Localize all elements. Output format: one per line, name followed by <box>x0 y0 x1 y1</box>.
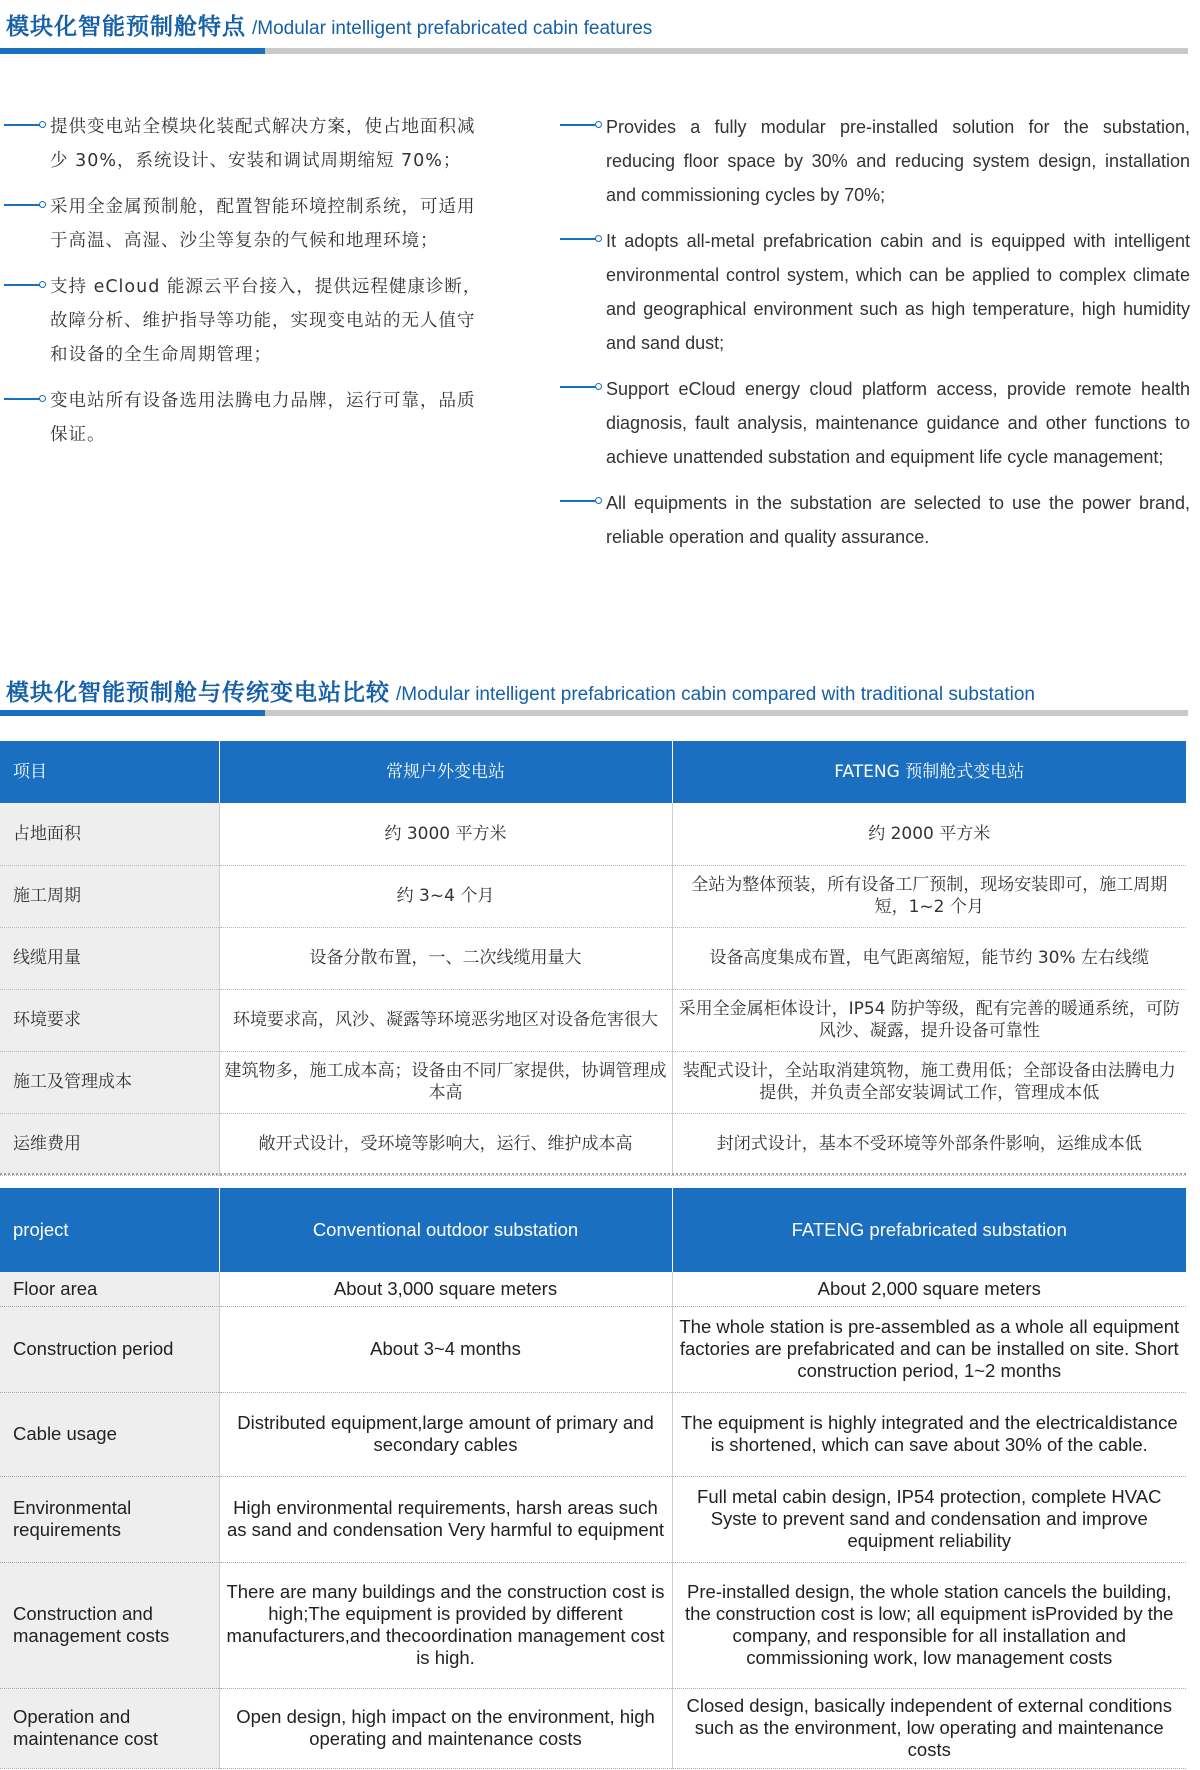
row-label: Construction and management costs <box>0 1562 219 1688</box>
table-cell: Open design, high impact on the environment, high operating and maintenance costs <box>219 1688 672 1768</box>
table-row <box>0 1392 1186 1476</box>
table-cell: High environmental requirements, harsh areas such as sand and condensation Very harmful to equipment <box>219 1476 672 1562</box>
table-cell: 约 3000 平方米 <box>219 803 672 865</box>
comparison-section-header <box>0 674 1190 724</box>
table-cell: 采用全金属柜体设计，IP54 防护等级，配有完善的暖通系统，可防风沙、凝露，提升设备可靠性 <box>672 989 1186 1051</box>
table-cell: 设备高度集成布置，电气距离缩短，能节约 30% 左右线缆 <box>672 927 1186 989</box>
list-item: 支持 eCloud 能源云平台接入，提供远程健康诊断，故障分析、维护指导等功能，实现变电站的无人值守和设备的全生命周期管理； <box>0 270 485 372</box>
list-item: 采用全金属预制舱，配置智能环境控制系统，可适用于高温、高湿、沙尘等复杂的气候和地理环境； <box>0 190 485 258</box>
table-cell: Closed design, basically independent of external conditions such as the environment, low operating and maintenance costs <box>672 1688 1186 1768</box>
column-header: Conventional outdoor substation <box>219 1188 672 1272</box>
table-row <box>0 1476 1186 1562</box>
table-row <box>0 1113 1186 1175</box>
column-header: 常规户外变电站 <box>219 741 672 803</box>
table-row <box>0 865 1186 927</box>
table-cell: 约 2000 平方米 <box>672 803 1186 865</box>
list-item: It adopts all-metal prefabrication cabin and is equipped with intelligent environmental control system, which can be applied to complex climate and geographical environment such as high temperature, high humidity and sand dust; <box>558 224 1190 360</box>
comparison-title-zh: 模块化智能预制舱与传统变电站比较 <box>6 680 390 706</box>
table-cell: About 3,000 square meters <box>219 1272 672 1306</box>
row-label: 施工及管理成本 <box>0 1051 219 1113</box>
table-cell: 装配式设计，全站取消建筑物，施工费用低；全部设备由法腾电力提供，并负责全部安装调试工作，管理成本低 <box>672 1051 1186 1113</box>
column-header: FATENG prefabricated substation <box>672 1188 1186 1272</box>
table-header-row <box>0 741 1186 803</box>
comparison-title-underline <box>0 710 1188 716</box>
table-row <box>0 1051 1186 1113</box>
table-cell: The equipment is highly integrated and the electricaldistance is shortened, which can save about 30% of the cable. <box>672 1392 1186 1476</box>
list-item: 提供变电站全模块化装配式解决方案，使占地面积减少 30%，系统设计、安装和调试周期缩短 70%； <box>0 110 485 178</box>
column-header: FATENG 预制舱式变电站 <box>672 741 1186 803</box>
table-cell: 约 3~4 个月 <box>219 865 672 927</box>
row-label: 线缆用量 <box>0 927 219 989</box>
list-item: All equipments in the substation are selected to use the power brand, reliable operation and quality assurance. <box>558 486 1190 554</box>
row-label: Operation and maintenance cost <box>0 1688 219 1768</box>
table-cell: About 2,000 square meters <box>672 1272 1186 1306</box>
features-list-zh <box>0 110 485 464</box>
bullet-marker-icon <box>560 238 596 240</box>
row-label: 施工周期 <box>0 865 219 927</box>
table-cell: There are many buildings and the construction cost is high;The equipment is provided by different manufacturers,and thecoordination management cost is high. <box>219 1562 672 1688</box>
table-cell: 全站为整体预装，所有设备工厂预制，现场安装即可，施工周期短，1~2 个月 <box>672 865 1186 927</box>
table-cell: 环境要求高，风沙、凝露等环境恶劣地区对设备危害很大 <box>219 989 672 1051</box>
row-label: 运维费用 <box>0 1113 219 1175</box>
comparison-title <box>6 674 1035 707</box>
table-row <box>0 1688 1186 1768</box>
bullet-marker-icon <box>4 284 40 286</box>
table-header-row <box>0 1188 1186 1272</box>
table-cell: The whole station is pre-assembled as a whole all equipment factories are prefabricated and can be installed on site. Short construction period, 1~2 months <box>672 1306 1186 1392</box>
features-title-underline <box>0 48 1188 54</box>
list-item: Provides a fully modular pre-installed solution for the substation, reducing floor space by 30% and reducing system design, installation and commissioning cycles by 70%; <box>558 110 1190 212</box>
comparison-table-en <box>0 1188 1186 1769</box>
list-item: 变电站所有设备选用法腾电力品牌，运行可靠，品质保证。 <box>0 384 485 452</box>
row-label: Construction period <box>0 1306 219 1392</box>
list-item: Support eCloud energy cloud platform access, provide remote health diagnosis, fault analysis, maintenance guidance and other functions to achieve unattended substation and equipment life cycle management; <box>558 372 1190 474</box>
table-cell: 敞开式设计，受环境等影响大，运行、维护成本高 <box>219 1113 672 1175</box>
features-list-en <box>558 110 1190 566</box>
features-title-en: /Modular intelligent prefabricated cabin features <box>252 18 653 39</box>
bullet-marker-icon <box>4 398 40 400</box>
bullet-marker-icon <box>560 386 596 388</box>
table-row <box>0 1272 1186 1306</box>
table-divider <box>0 1173 1186 1175</box>
bullet-marker-icon <box>4 124 40 126</box>
table-row <box>0 1562 1186 1688</box>
row-label: Cable usage <box>0 1392 219 1476</box>
table-row <box>0 927 1186 989</box>
table-cell: 建筑物多，施工成本高；设备由不同厂家提供，协调管理成本高 <box>219 1051 672 1113</box>
column-header: project <box>0 1188 219 1272</box>
row-label: 占地面积 <box>0 803 219 865</box>
table-cell: About 3~4 months <box>219 1306 672 1392</box>
bullet-marker-icon <box>4 204 40 206</box>
table-row <box>0 1306 1186 1392</box>
table-cell: Distributed equipment,large amount of primary and secondary cables <box>219 1392 672 1476</box>
bullet-marker-icon <box>560 124 596 126</box>
features-title <box>6 8 652 41</box>
table-cell: Full metal cabin design, IP54 protection, complete HVAC Syste to prevent sand and condensation and improve equipment reliability <box>672 1476 1186 1562</box>
features-section-header <box>0 8 1190 58</box>
row-label: Environmental requirements <box>0 1476 219 1562</box>
bullet-marker-icon <box>560 500 596 502</box>
table-row <box>0 803 1186 865</box>
row-label: Floor area <box>0 1272 219 1306</box>
table-cell: 封闭式设计，基本不受环境等外部条件影响，运维成本低 <box>672 1113 1186 1175</box>
column-header: 项目 <box>0 741 219 803</box>
comparison-title-en: /Modular intelligent prefabrication cabin compared with traditional substation <box>396 684 1035 705</box>
features-title-zh: 模块化智能预制舱特点 <box>6 14 246 40</box>
comparison-table-zh <box>0 741 1186 1176</box>
table-row <box>0 989 1186 1051</box>
row-label: 环境要求 <box>0 989 219 1051</box>
table-cell: Pre-installed design, the whole station cancels the building, the construction cost is low; all equipment isProvided by the company, and responsible for all installation and commissioning work, low management costs <box>672 1562 1186 1688</box>
table-cell: 设备分散布置，一、二次线缆用量大 <box>219 927 672 989</box>
